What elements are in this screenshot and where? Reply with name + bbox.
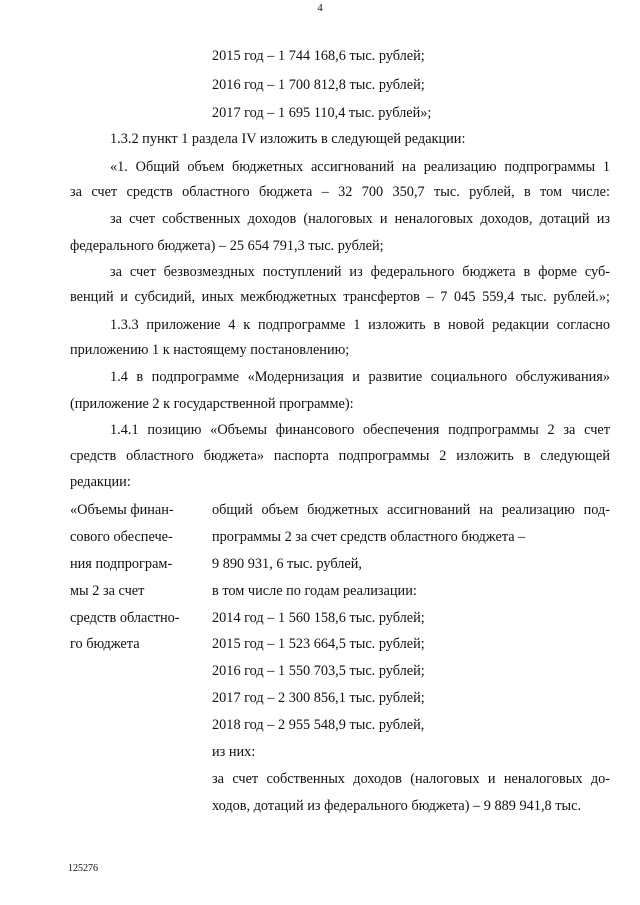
table-year-2015: 2015 год – 1 523 664,5 тыс. рублей; xyxy=(212,636,425,652)
paragraph-1-3-2: 1.3.2 пункт 1 раздела IV изложить в следующей редакции: xyxy=(110,131,466,147)
paragraph-1-4-1-line-1: 1.4.1 позицию «Объемы финансового обеспечения подпрограммы 2 за счет xyxy=(110,422,610,438)
grants-line-2: венций и субсидий, иных межбюджетных трансфертов – 7 045 559,4 тыс. рублей.»; xyxy=(70,289,610,305)
paragraph-1-4-1-line-2: средств областного бюджета» паспорта подпрограммы 2 изложить в следующей xyxy=(70,448,610,464)
paragraph-1-4-line-1: 1.4 в подпрограмме «Модернизация и развитие социального обслуживания» xyxy=(110,369,610,385)
table-total-line-2: программы 2 за счет средств областного бюджета – xyxy=(212,529,526,545)
table-year-2014: 2014 год – 1 560 158,6 тыс. рублей; xyxy=(212,610,425,626)
table-year-2018: 2018 год – 2 955 548,9 тыс. рублей, xyxy=(212,717,425,733)
year-line-2017: 2017 год – 1 695 110,4 тыс. рублей»; xyxy=(212,105,432,121)
table-left-line-1: «Объемы финан- xyxy=(70,502,174,518)
quote-line-1: «1. Общий объем бюджетных ассигнований на реализацию подпрограммы 1 xyxy=(110,159,610,175)
footer-code: 125276 xyxy=(68,863,98,874)
paragraph-1-3-3-line-2: приложению 1 к настоящему постановлению; xyxy=(70,342,350,358)
table-of-them: из них: xyxy=(212,744,256,760)
table-own-income-line-2: ходов, дотаций из федерального бюджета) – 9 889 941,8 тыс. xyxy=(212,798,582,814)
own-income-line-2: федерального бюджета) – 25 654 791,3 тыс. рублей; xyxy=(70,238,384,254)
table-year-2016: 2016 год – 1 550 703,5 тыс. рублей; xyxy=(212,663,425,679)
table-total-line-3: 9 890 931, 6 тыс. рублей, xyxy=(212,556,362,572)
table-left-line-6: го бюджета xyxy=(70,636,140,652)
table-by-years: в том числе по годам реализации: xyxy=(212,583,417,599)
table-year-2017: 2017 год – 2 300 856,1 тыс. рублей; xyxy=(212,690,425,706)
year-line-2015: 2015 год – 1 744 168,6 тыс. рублей; xyxy=(212,48,425,64)
grants-line-1: за счет безвозмездных поступлений из федерального бюджета в форме суб- xyxy=(110,264,610,280)
table-left-line-4: мы 2 за счет xyxy=(70,583,145,599)
year-line-2016: 2016 год – 1 700 812,8 тыс. рублей; xyxy=(212,77,425,93)
table-left-line-2: сового обеспече- xyxy=(70,529,173,545)
table-total-line-1: общий объем бюджетных ассигнований на реализацию под- xyxy=(212,502,610,518)
table-left-line-3: ния подпрограм- xyxy=(70,556,173,572)
paragraph-1-4-line-2: (приложение 2 к государственной программе): xyxy=(70,396,354,412)
paragraph-1-3-3-line-1: 1.3.3 приложение 4 к подпрограмме 1 изложить в новой редакции согласно xyxy=(110,317,610,333)
quote-line-2: за счет средств областного бюджета – 32 700 350,7 тыс. рублей, в том числе: xyxy=(70,184,610,200)
table-own-income-line-1: за счет собственных доходов (налоговых и неналоговых до- xyxy=(212,771,610,787)
own-income-line-1: за счет собственных доходов (налоговых и неналоговых доходов, дотаций из xyxy=(110,211,610,227)
paragraph-1-4-1-line-3: редакции: xyxy=(70,474,131,490)
table-left-line-5: средств областно- xyxy=(70,610,180,626)
page-number: 4 xyxy=(317,2,323,14)
